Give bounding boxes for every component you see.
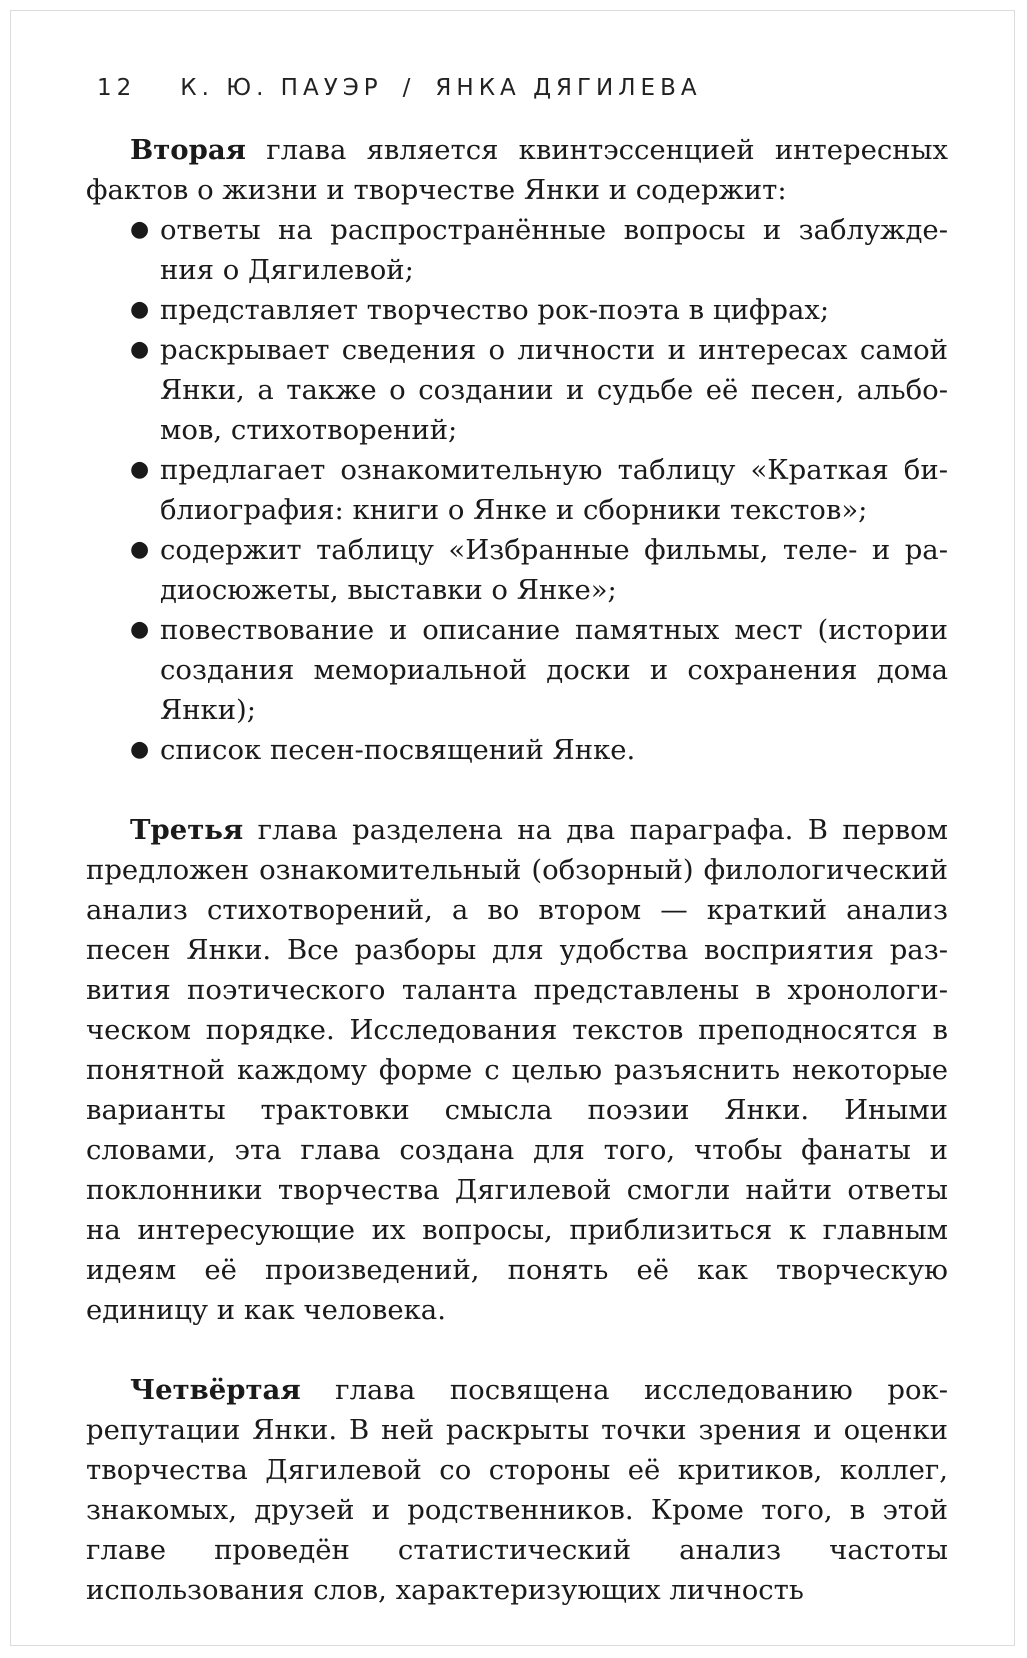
list-item [86,610,948,730]
bullet-icon: ● [130,737,150,762]
bullet-icon: ● [130,617,150,642]
section-2-intro [86,130,948,210]
bullet-icon: ● [130,297,150,322]
bullet-icon: ● [130,337,150,362]
list-item-text: раскрывает сведения о личности и интересах самой Янки, а также о создании и судьбе её песен, альбомов, стихотворений; [160,334,948,446]
list-item [86,450,948,530]
bullet-icon: ● [130,217,150,242]
list-item-text: представляет творчество рок-поэта в цифрах; [160,294,830,326]
paragraph-gap [86,1330,948,1370]
section-3-lead: Третья [130,814,244,846]
list-item-text: ответы на распространённые вопросы и заблуждения о Дягилевой; [160,214,948,286]
list-item-text: содержит таблицу «Избранные фильмы, теле- и радиосюжеты, выставки о Янке»; [160,534,948,606]
page-number: 12 [97,75,137,101]
body-text [86,130,948,1610]
section-2-list [86,210,948,770]
header-author: К. Ю. ПАУЭР [180,75,383,101]
running-head [97,75,957,101]
bullet-icon: ● [130,457,150,482]
section-3-paragraph [86,810,948,1330]
header-separator: / [402,75,416,101]
section-4-text: глава посвящена исследованию рок-репутации Янки. В ней раскрыты точки зрения и оценки творчества Дягилевой со стороны её критиков, коллег, знакомых, друзей и родственников. Кроме того, в этой главе проведён статистический анализ частоты использования слов, характеризующих личность [86,1374,948,1606]
list-item-text: список песен-посвящений Янке. [160,734,636,766]
section-4-lead: Четвёртая [130,1374,301,1406]
list-item [86,330,948,450]
section-4-paragraph [86,1370,948,1610]
section-3-text: глава разделена на два параграфа. В первом предложен ознакомительный (обзорный) филологический анализ стихотворений, а во втором — краткий анализ песен Янки. Все разборы для удобства восприятия развития поэтического таланта представлены в хронологическом порядке. Исследования текстов преподносятся в понятной каждому форме с целью разъяснить некоторые варианты трактовки смысла поэзии Янки. Иными словами, эта глава создана для того, чтобы фанаты и поклонники творчества Дягилевой смогли найти ответы на интересующие их вопросы, приблизиться к главным идеям её произведений, понять её как творческую единицу и как человека. [86,814,948,1326]
list-item [86,530,948,610]
header-title: ЯНКА ДЯГИЛЕВА [435,75,702,101]
bullet-icon: ● [130,537,150,562]
list-item [86,290,948,330]
list-item-text: повествование и описание памятных мест (истории создания мемориальной доски и сохранения дома Янки); [160,614,948,726]
list-item-text: предлагает ознакомительную таблицу «Краткая библиография: книги о Янке и сборники текстов»; [160,454,948,526]
list-item [86,210,948,290]
paragraph-gap [86,770,948,810]
section-2-text: глава является квинтэссенцией интересных фактов о жизни и творчестве Янки и содержит: [86,134,948,206]
section-2-lead: Вторая [130,134,246,166]
list-item [86,730,948,770]
